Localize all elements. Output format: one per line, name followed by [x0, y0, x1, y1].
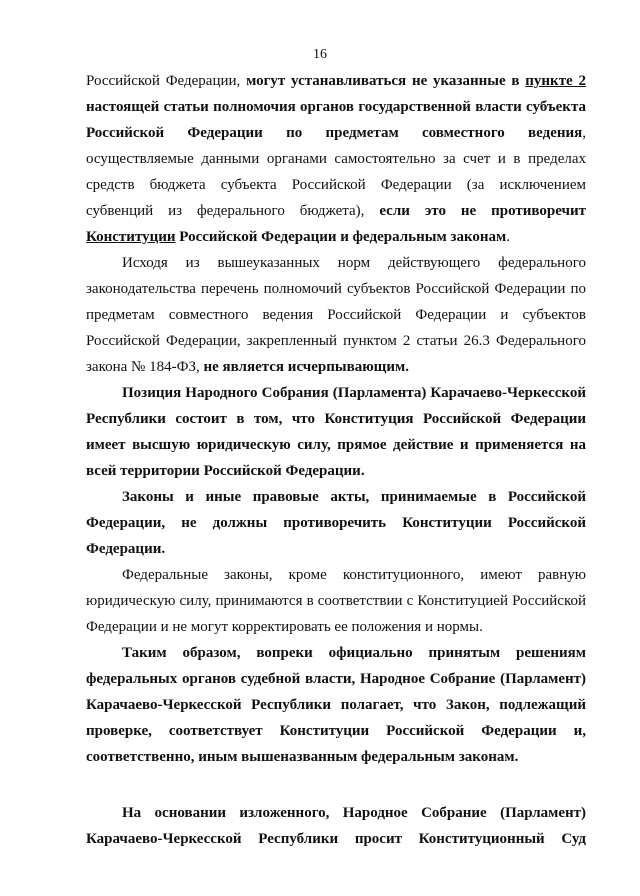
text-line: Федерации, не должны противоречить Конституции Российской [86, 515, 586, 531]
text-line: На основании изложенного, Народное Собрание (Парламент) [122, 805, 586, 821]
text-line: имеет высшую юридическую силу, прямое действие и применяется на [86, 437, 586, 453]
text-line: предметам совместного ведения Российской Федерации и субъектов [86, 307, 586, 323]
text-line: законодательства перечень полномочий субъектов Российской Федерации по [86, 281, 586, 297]
text-line: осуществляемые данными органами самостоятельно за счет и в пределах [86, 151, 586, 167]
paragraph-4 [86, 484, 586, 562]
text-line: Законы и иные правовые акты, принимаемые в Российской [122, 489, 586, 505]
paragraph-1 [86, 68, 586, 250]
paragraph-5 [86, 562, 586, 640]
text-line: Конституции Российской Федерации и федеральным законам. [86, 229, 510, 245]
text-line: Российской Федерации, закрепленный пунктом 2 статьи 26.3 Федерального [86, 333, 586, 349]
text-line: Федеральные законы, кроме конституционного, имеют равную [122, 567, 586, 583]
text-line: закона № 184-ФЗ, не является исчерпывающим. [86, 359, 409, 375]
text-line: Республики состоит в том, что Конституция Российской Федерации [86, 411, 586, 427]
paragraph-6 [86, 640, 586, 770]
text-line: средств бюджета субъекта Российской Федерации (за исключением [86, 177, 586, 193]
text-line: субвенций из федерального бюджета), если это не противоречит [86, 203, 586, 219]
paragraph-7 [86, 800, 586, 852]
paragraph-2 [86, 250, 586, 380]
text-line: Федерации. [86, 541, 166, 557]
paragraph-3 [86, 380, 586, 484]
text-line: Российской Федерации по предметам совместного ведения, [86, 125, 586, 141]
text-line: Российской Федерации, могут устанавливаться не указанные в пункте 2 [86, 73, 586, 89]
text-line: юридическую силу, принимаются в соответствии с Конституцией Российской [86, 593, 586, 609]
text-line: соответственно, иным вышеназванным федеральным законам. [86, 749, 519, 765]
document-body [86, 68, 586, 852]
paragraph-gap [86, 770, 586, 800]
text-line: Федерации и не могут корректировать ее положения и нормы. [86, 619, 483, 635]
link-konstitucii: Конституции [86, 229, 176, 245]
text-line: всей территории Российской Федерации. [86, 463, 365, 479]
text-line: настоящей статьи полномочия органов государственной власти субъекта [86, 99, 586, 115]
text-line: Исходя из вышеуказанных норм действующего федерального [122, 255, 586, 271]
text-line: Карачаево-Черкесской Республики полагает, что Закон, подлежащий [86, 697, 586, 713]
link-punkt-2: пункте 2 [525, 73, 586, 89]
text-line: проверке, соответствует Конституции Российской Федерации и, [86, 723, 586, 739]
text-line: Карачаево-Черкесской Республики просит Конституционный Суд [86, 831, 586, 847]
page-number: 16 [313, 47, 327, 62]
text-line: Позиция Народного Собрания (Парламента) Карачаево-Черкесской [122, 385, 586, 401]
text-line: Таким образом, вопреки официально принятым решениям [122, 645, 586, 661]
text-line: федеральных органов судебной власти, Народное Собрание (Парламент) [86, 671, 586, 687]
